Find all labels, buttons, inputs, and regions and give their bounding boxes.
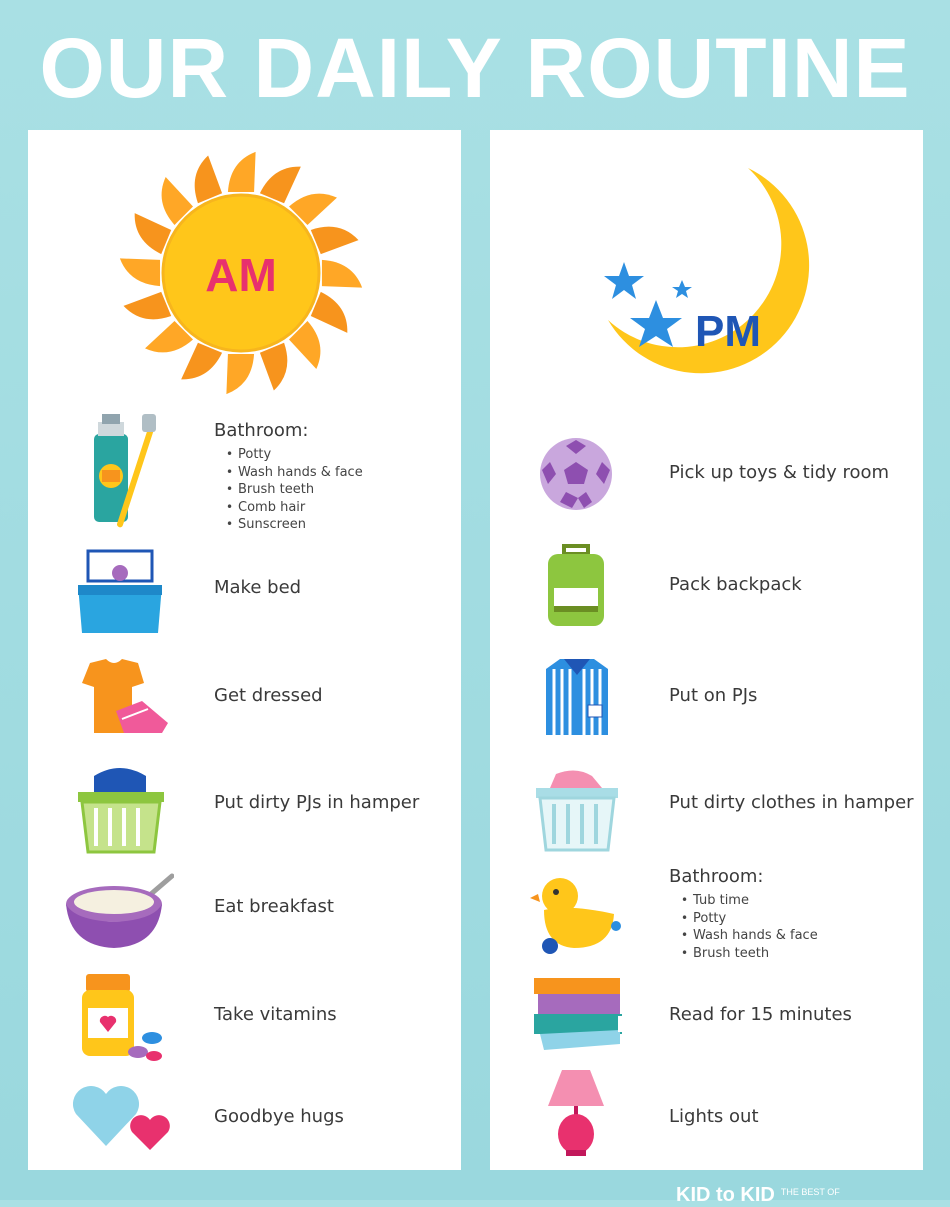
sun-ray [120, 258, 160, 286]
am-task-label: Make bed [214, 577, 302, 598]
hamper-icon [74, 762, 168, 854]
hearts-icon [70, 1080, 170, 1156]
pm-bathroom-label: Bathroom: [669, 866, 764, 887]
pm-task-label: Put on PJs [669, 685, 758, 706]
am-task-label: Goodbye hugs [214, 1106, 344, 1127]
list-item: • Brush teeth [681, 945, 818, 963]
am-task-label: Eat breakfast [214, 896, 334, 917]
sun-ray [226, 354, 254, 394]
sun-ray [195, 156, 222, 204]
sun-ray [124, 292, 172, 319]
pm-task-label: Pack backpack [669, 574, 802, 595]
rubber-duck-icon [530, 874, 622, 954]
footer-brand [676, 1184, 840, 1207]
list-item: • Wash hands & face [681, 927, 818, 945]
list-item: • Wash hands & face [226, 464, 363, 482]
list-item: • Comb hair [226, 499, 363, 517]
vitamins-icon [78, 972, 168, 1064]
pm-task-label: Read for 15 minutes [669, 1004, 852, 1025]
page-title: OUR DAILY ROUTINE [39, 21, 911, 115]
pm-task-label: Put dirty clothes in hamper [669, 792, 914, 813]
pm-task-label: Pick up toys & tidy room [669, 462, 890, 483]
bed-icon [74, 549, 166, 635]
am-badge: AM [205, 249, 277, 301]
pm-bathroom-list [681, 892, 818, 962]
sun-icon [116, 148, 366, 398]
books-icon [530, 974, 626, 1054]
toothbrush-icon [86, 412, 166, 530]
list-item: • Potty [681, 910, 818, 928]
moon-icon [598, 162, 818, 392]
hamper-icon [532, 764, 622, 854]
list-item: • Brush teeth [226, 481, 363, 499]
am-panel [28, 130, 461, 1170]
am-bathroom-list [226, 446, 363, 534]
list-item: • Tub time [681, 892, 818, 910]
clothes-icon [72, 657, 170, 743]
list-item: • Sunscreen [226, 516, 363, 534]
am-task-label: Get dressed [214, 685, 323, 706]
am-task-label: Take vitamins [214, 1004, 337, 1025]
sun-ray [228, 152, 256, 192]
am-task-label: Put dirty PJs in hamper [214, 792, 420, 813]
brand-logo: KID to KID [676, 1184, 775, 1206]
pm-task-label: Lights out [669, 1106, 759, 1127]
pajamas-icon [544, 657, 610, 737]
pm-badge: PM [695, 307, 761, 356]
soccer-ball-icon [538, 436, 614, 512]
sun-ray [322, 260, 362, 288]
am-bathroom-label: Bathroom: [214, 420, 309, 441]
sun-ray [260, 343, 287, 391]
sun-ray [311, 227, 359, 254]
pm-panel [490, 130, 923, 1170]
brand-tagline: THE BEST OF [780, 1187, 840, 1197]
list-item: • Potty [226, 446, 363, 464]
backpack-icon [544, 544, 608, 628]
cereal-bowl-icon [64, 872, 174, 952]
lamp-icon [544, 1068, 608, 1158]
